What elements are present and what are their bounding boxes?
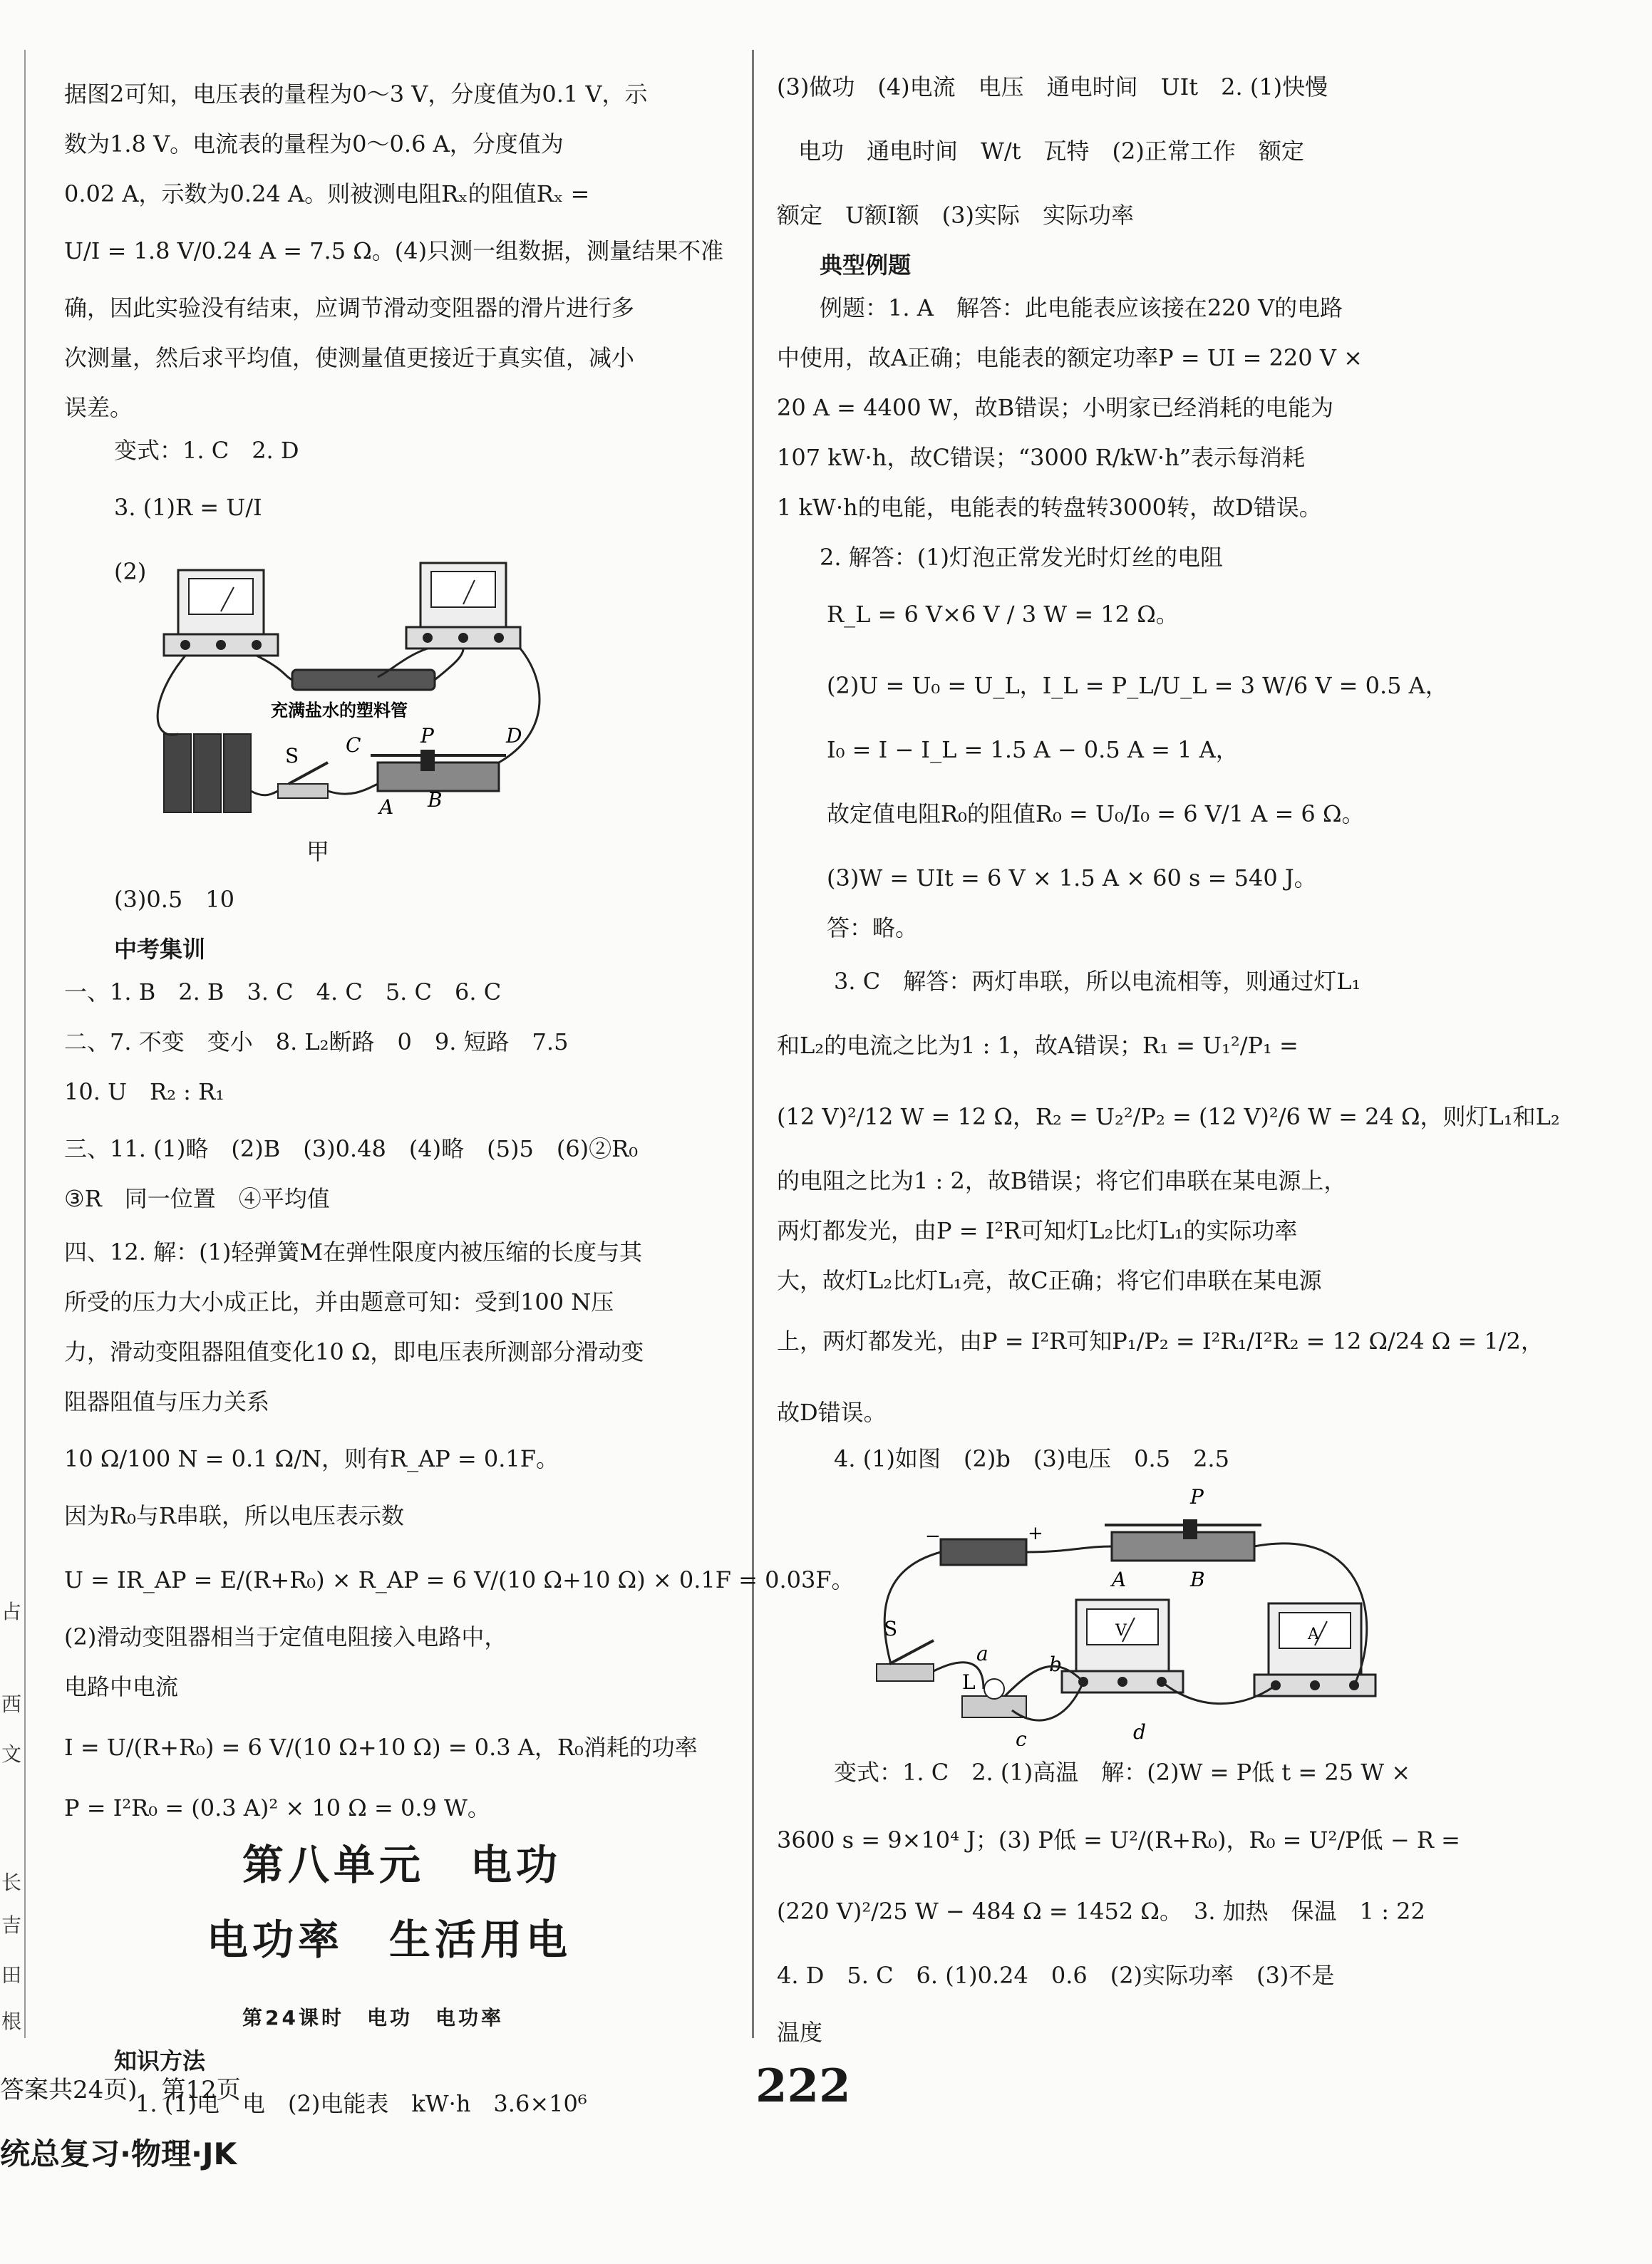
- label-b: B: [1190, 1568, 1205, 1591]
- label-p: P: [1190, 1485, 1204, 1509]
- text-line: 因为R₀与R串联，所以电压表示数: [64, 1502, 405, 1529]
- footer-book-title: 统总复习·物理·JK: [0, 2136, 237, 2171]
- slider-label-b: B: [428, 788, 443, 812]
- lesson-title: 第24课时 电功 电功率: [242, 2006, 504, 2030]
- text-line: 10. U R₂ : R₁: [64, 1078, 225, 1105]
- text-line: 0.02 A，示数为0.24 A。则被测电阻Rₓ的阻值Rₓ =: [64, 180, 590, 207]
- text-line: (12 V)²/12 W = 12 Ω，R₂ = U₂²/P₂ = (12 V)²/6 W = 24 Ω，则灯L₁和L₂: [777, 1103, 1560, 1130]
- text-line: 和L₂的电流之比为1 : 1，故A错误；R₁ = U₁²/P₁ =: [777, 1032, 1299, 1059]
- text-line: 10 Ω/100 N = 0.1 Ω/N，则有R_AP = 0.1F。: [64, 1445, 559, 1472]
- text-line: 4. D 5. C 6. (1)0.24 0.6 (2)实际功率 (3)不是: [777, 1962, 1335, 1989]
- text-line: 的电阻之比为1 : 2，故B错误；将它们串联在某电源上，: [777, 1167, 1347, 1194]
- text-line: 电功 通电时间 W/t 瓦特 (2)正常工作 额定: [798, 138, 1304, 165]
- switch-icon: [877, 1640, 934, 1681]
- text-line: 故定值电阻R₀的阻值R₀ = U₀/I₀ = 6 V/1 A = 6 Ω。: [827, 800, 1365, 827]
- page-number: 222: [755, 2059, 851, 2113]
- rheostat-icon: [1105, 1519, 1261, 1561]
- text-line: 额定 U额I额 (3)实际 实际功率: [777, 202, 1134, 229]
- text-line: (3)0.5 10: [114, 886, 234, 913]
- text-line: 107 kW·h，故C错误；“3000 R/kW·h”表示每消耗: [777, 444, 1306, 471]
- ammeter-icon: [164, 570, 278, 656]
- text-line: U = IR_AP = E/(R+R₀) × R_AP = 6 V/(10 Ω+10 Ω) × 0.1F = 0.03F。: [64, 1566, 855, 1593]
- battery-icon: [164, 734, 251, 812]
- voltmeter-icon: [406, 563, 520, 648]
- label-d-wire: d: [1133, 1720, 1146, 1744]
- left-edge-rule: [24, 50, 26, 2038]
- text-line: ③R 同一位置 ④平均值: [64, 1185, 330, 1212]
- text-line: R_L = 6 V×6 V / 3 W = 12 Ω。: [827, 601, 1179, 628]
- text-line: 误差。: [64, 394, 133, 421]
- unit-title-line-1: 第八单元 电功: [242, 1841, 562, 1889]
- text-line: 大，故灯L₂比灯L₁亮，故C正确；将它们串联在某电源: [777, 1267, 1322, 1294]
- battery-icon: [925, 1523, 1043, 1565]
- switch-label: S: [285, 744, 299, 767]
- label-s: S: [884, 1617, 898, 1640]
- text-line: 1 kW·h的电能，电能表的转盘转3000转，故D错误。: [777, 494, 1322, 521]
- text-line: 中使用，故A正确；电能表的额定功率P = UI = 220 V ×: [777, 344, 1363, 371]
- text-line: 确，因此实验没有结束，应调节滑动变阻器的滑片进行多: [64, 294, 635, 321]
- text-line: 3. C 解答：两灯串联，所以电流相等，则通过灯L₁: [834, 968, 1361, 995]
- text-line: 4. (1)如图 (2)b (3)电压 0.5 2.5: [834, 1445, 1229, 1472]
- figure-1-caption: 甲: [306, 838, 330, 865]
- text-line: I₀ = I − I_L = 1.5 A − 0.5 A = 1 A，: [827, 736, 1239, 763]
- slider-label-p: P: [420, 724, 434, 748]
- text-line: (2): [114, 558, 147, 585]
- text-line: I = U/(R+R₀) = 6 V/(10 Ω+10 Ω) = 0.3 A，R₀消耗的功率: [64, 1734, 698, 1761]
- label-a: A: [1112, 1568, 1127, 1591]
- text-line: P = I²R₀ = (0.3 A)² × 10 Ω = 0.9 W。: [64, 1794, 490, 1821]
- edge-fragment: 吉: [1, 1913, 22, 1937]
- section-heading: 典型例题: [820, 252, 912, 279]
- text-line: 1. (1)电 电 (2)电能表 kW·h 3.6×10⁶: [135, 2090, 587, 2117]
- label-b-wire: b: [1049, 1653, 1062, 1676]
- ammeter-icon: [1254, 1603, 1375, 1696]
- text-line: (2)滑动变阻器相当于定值电阻接入电路中，: [64, 1623, 507, 1650]
- text-line: 一、1. B 2. B 3. C 4. C 5. C 6. C: [64, 978, 502, 1006]
- label-c-wire: c: [1016, 1727, 1027, 1746]
- slider-label-d: D: [506, 724, 522, 748]
- label-l: L: [962, 1670, 976, 1694]
- circuit-figure-1: [121, 556, 577, 827]
- salt-water-tube-icon: [292, 670, 435, 690]
- text-line: 力，滑动变阻器阻值变化10 Ω，即电压表所测部分滑动变: [64, 1338, 644, 1365]
- edge-fragment: 占: [1, 1600, 22, 1623]
- text-line: 二、7. 不变 变小 8. L₂断路 0 9. 短路 7.5: [64, 1028, 569, 1055]
- edge-fragment: 西: [1, 1692, 22, 1716]
- text-line: 三、11. (1)略 (2)B (3)0.48 (4)略 (5)5 (6)②R₀: [64, 1135, 639, 1162]
- text-line: 故D错误。: [777, 1399, 887, 1426]
- ammeter-label: A: [1308, 1625, 1319, 1643]
- text-line: 两灯都发光，由P = I²R可知灯L₂比灯L₁的实际功率: [777, 1217, 1298, 1244]
- footer-page-note: 答案共24页) 第12页: [0, 2076, 241, 2104]
- text-line: 数为1.8 V。电流表的量程为0～0.6 A，分度值为: [64, 130, 564, 157]
- unit-title-line-2: 电功率 生活用电: [207, 1916, 572, 1964]
- text-line: 次测量，然后求平均值，使测量值更接近于真实值，减小: [64, 344, 635, 371]
- text-line: 所受的压力大小成正比，并由题意可知：受到100 N压: [64, 1288, 614, 1316]
- edge-fragment: 根: [1, 2010, 22, 2033]
- text-line: 例题：1. A 解答：此电能表应该接在220 V的电路: [820, 294, 1343, 321]
- text-line: (3)W = UIt = 6 V × 1.5 A × 60 s = 540 J。: [827, 864, 1317, 891]
- text-line: 3. (1)R = U/I: [114, 494, 262, 521]
- edge-fragment: 文: [1, 1742, 22, 1766]
- text-line: 3600 s = 9×10⁴ J；(3) P低 = U²/(R+R₀)，R₀ = U²/P低 − R =: [777, 1826, 1460, 1854]
- svg-text:−: −: [925, 1526, 941, 1547]
- text-line: 上，两灯都发光，由P = I²R可知P₁/P₂ = I²R₁/I²R₂ = 12 Ω/24 Ω = 1/2，: [777, 1328, 1544, 1355]
- text-line: 阻器阻值与压力关系: [64, 1388, 270, 1415]
- text-line: 电路中电流: [64, 1673, 179, 1700]
- section-heading: 中考集训: [114, 936, 206, 963]
- svg-text:+: +: [1028, 1523, 1043, 1544]
- circuit-figure-2: [869, 1482, 1383, 1746]
- text-line: 2. 解答：(1)灯泡正常发光时灯丝的电阻: [820, 544, 1224, 571]
- text-line: 变式：1. C 2. D: [114, 437, 299, 464]
- edge-fragment: 田: [1, 1963, 22, 1987]
- voltmeter-label: V: [1115, 1622, 1127, 1640]
- text-line: (3)做功 (4)电流 电压 通电时间 UIt 2. (1)快慢: [777, 73, 1328, 100]
- rheostat-icon: [371, 750, 506, 791]
- text-line: 20 A = 4400 W，故B错误；小明家已经消耗的电能为: [777, 394, 1334, 421]
- text-line: 四、12. 解：(1)轻弹簧M在弹性限度内被压缩的长度与其: [64, 1239, 643, 1266]
- slider-label-c: C: [346, 733, 361, 757]
- text-line: (2)U = U₀ = U_L，I_L = P_L/U_L = 3 W/6 V = 0.5 A，: [827, 672, 1448, 699]
- text-line: 据图2可知，电压表的量程为0～3 V，分度值为0.1 V，示: [64, 81, 648, 108]
- text-line: U/I = 1.8 V/0.24 A = 7.5 Ω。(4)只测一组数据，测量结果不准: [64, 237, 724, 264]
- section-heading: 知识方法: [114, 2047, 206, 2074]
- switch-icon: [278, 763, 328, 798]
- label-a-wire: a: [976, 1642, 988, 1665]
- text-line: 温度: [777, 2019, 823, 2046]
- text-line: 变式：1. C 2. (1)高温 解：(2)W = P低 t = 25 W ×: [834, 1759, 1411, 1786]
- edge-fragment: 长: [1, 1871, 22, 1894]
- text-line: (220 V)²/25 W − 484 Ω = 1452 Ω。 3. 加热 保温 1 : 22: [777, 1898, 1425, 1925]
- text-line: 答：略。: [827, 914, 919, 941]
- slider-label-a: A: [379, 795, 394, 819]
- column-divider: [752, 50, 754, 2038]
- tube-label: 充满盐水的塑料管: [271, 701, 408, 720]
